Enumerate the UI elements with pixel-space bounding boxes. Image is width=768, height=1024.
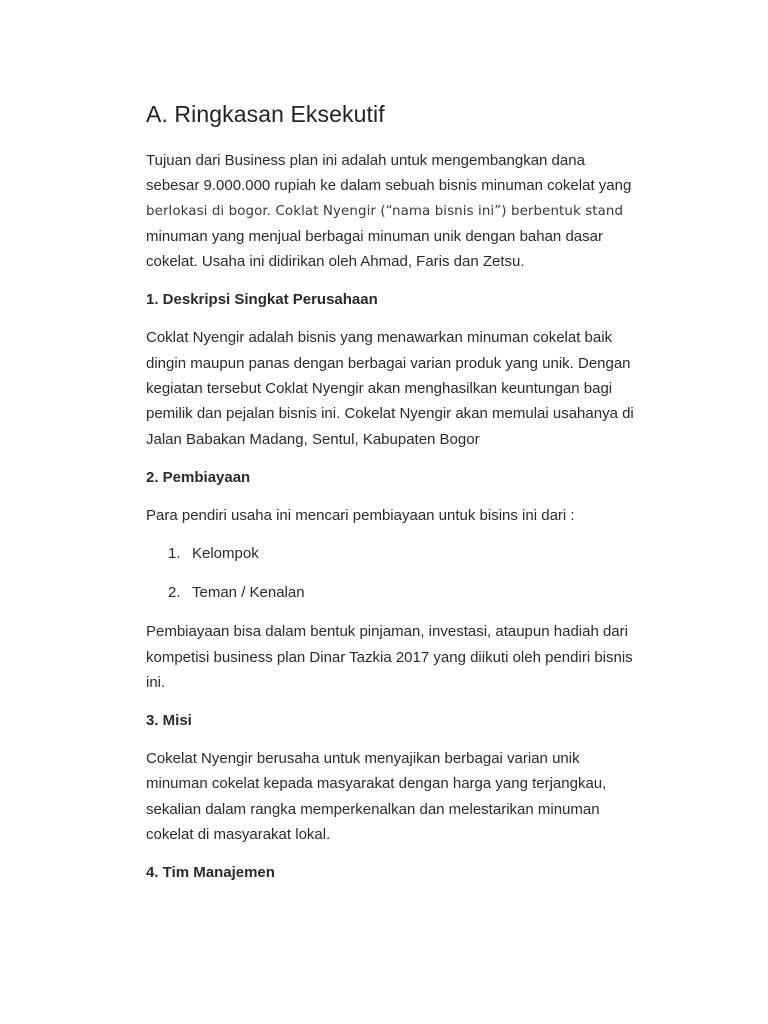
list-item-text: Teman / Kenalan — [192, 584, 305, 602]
intro-paragraph — [146, 148, 656, 274]
section-heading-pembiayaan: 2. Pembiayaan — [146, 468, 251, 486]
page-title: A. Ringkasan Eksekutif — [146, 101, 385, 127]
section-heading-deskripsi: 1. Deskripsi Singkat Perusahaan — [146, 291, 378, 309]
funding-source-list — [146, 541, 656, 605]
paragraph-line: Pembiayaan bisa dalam bentuk pinjaman, investasi, ataupun hadiah dari — [146, 623, 628, 641]
pembiayaan-paragraph — [146, 619, 656, 695]
paragraph-line: pemilik dan pejalan bisnis ini. Cokelat Nyengir akan memulai usahanya di — [146, 405, 634, 423]
paragraph-line: dingin maupun panas dengan berbagai varian produk yang unik. Dengan — [146, 354, 631, 372]
intro-line: berlokasi di bogor. Coklat Nyengir (“nama bisnis ini”) berbentuk stand — [146, 203, 624, 219]
intro-line: cokelat. Usaha ini didirikan oleh Ahmad, Faris dan Zetsu. — [146, 253, 525, 271]
paragraph-line: sekalian dalam rangka memperkenalkan dan melestarikan minuman — [146, 800, 600, 818]
section-heading-misi: 3. Misi — [146, 712, 192, 730]
paragraph-line: kegiatan tersebut Coklat Nyengir akan menghasilkan keuntungan bagi — [146, 380, 613, 398]
paragraph-line: Para pendiri usaha ini mencari pembiayaan untuk bisins ini dari : — [146, 506, 575, 524]
paragraph-line: Cokelat Nyengir berusaha untuk menyajikan berbagai varian unik — [146, 750, 580, 768]
paragraph-line: cokelat di masyarakat lokal. — [146, 826, 331, 844]
intro-line: sebesar 9.000.000 rupiah ke dalam sebuah bisnis minuman cokelat yang — [146, 177, 632, 195]
deskripsi-paragraph — [146, 325, 656, 451]
pembiayaan-intro — [146, 503, 656, 528]
paragraph-line: Coklat Nyengir adalah bisnis yang menawarkan minuman cokelat baik — [146, 329, 613, 347]
list-item-number: 1. — [168, 545, 181, 563]
section-heading-tim-manajemen: 4. Tim Manajemen — [146, 864, 275, 882]
paragraph-line: Jalan Babakan Madang, Sentul, Kabupaten Bogor — [146, 430, 480, 448]
list-item — [146, 541, 656, 566]
intro-line: minuman yang menjual berbagai minuman unik dengan bahan dasar — [146, 227, 603, 245]
misi-paragraph — [146, 746, 656, 847]
intro-line: Tujuan dari Business plan ini adalah untuk mengembangkan dana — [146, 152, 585, 169]
paragraph-line: minuman cokelat kepada masyarakat dengan harga yang terjangkau, — [146, 775, 607, 793]
list-item-text: Kelompok — [192, 545, 259, 563]
list-item — [146, 580, 656, 605]
paragraph-line: ini. — [146, 673, 166, 691]
document-page — [146, 98, 656, 898]
paragraph-line: kompetisi business plan Dinar Tazkia 2017 yang diikuti oleh pendiri bisnis — [146, 648, 633, 666]
list-item-number: 2. — [168, 584, 181, 602]
